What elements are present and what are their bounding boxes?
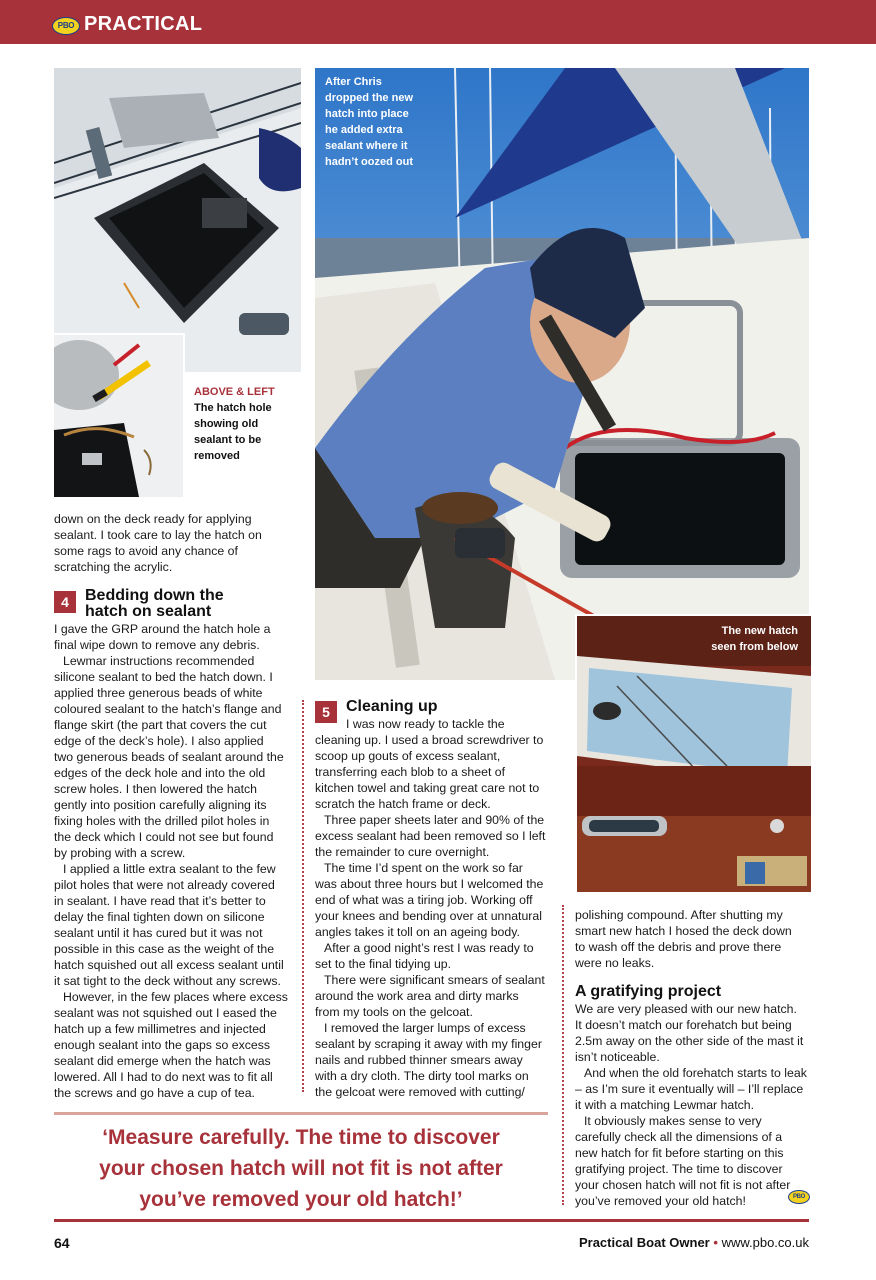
text-line: isn’t noticeable. — [575, 1050, 660, 1064]
text-line: final wipe down to remove any debris. — [54, 638, 260, 652]
text-line: edges of the deck hole and into the old — [54, 766, 266, 780]
text-line: it with a matching Lewmar hatch. — [575, 1098, 755, 1112]
text-line: around the work area and dirty marks — [315, 989, 519, 1003]
step-5-heading: Cleaning up — [346, 698, 438, 715]
pbo-logo: PBO — [52, 17, 80, 35]
text-line: And when the old forehatch starts to leak — [584, 1066, 807, 1080]
text-line: It doesn’t match our forehatch but being — [575, 1018, 792, 1032]
text-line: end of what was a tiring job. Working off — [315, 893, 533, 907]
caption-above-left — [194, 400, 272, 464]
text-line: your knees and bending over at unnatural — [315, 909, 542, 923]
text-line: applied three generous beads of white — [54, 686, 263, 700]
text-line: flange skirt (the part that covers the cut — [54, 718, 267, 732]
text-line: the screws and go have a cup of tea. — [54, 1086, 255, 1100]
text-line: two generous beads of sealant around the — [54, 750, 284, 764]
caption-main-photo — [325, 74, 413, 170]
text-line: the gelcoat were removed with cutting/ — [315, 1085, 525, 1099]
text-line: hatch squished out all excess sealant until — [54, 958, 284, 972]
text-line: scratching the acrylic. — [54, 560, 173, 574]
text-line: some rags to avoid any chance of — [54, 544, 238, 558]
text-line: hatch up a few millimetres and injected — [54, 1022, 266, 1036]
caption-line: hatch into place — [325, 108, 409, 120]
caption-line: sealant where it — [325, 140, 408, 152]
column-1-body — [54, 621, 294, 1101]
text-line: were no leaks. — [575, 956, 655, 970]
caption-line: After Chris — [325, 76, 382, 88]
text-line: scratch the hatch frame or deck. — [315, 797, 491, 811]
text-line: possible in this case as the weight of the — [54, 942, 275, 956]
text-line: gently into position carefully aligning its — [54, 798, 267, 812]
footer-publication — [579, 1235, 809, 1250]
text-line: sealant was not squished out I eased the — [54, 1006, 277, 1020]
text-line: it sat tight to the deck without any screws. — [54, 974, 281, 988]
text-line: your chosen hatch will not fit is not after — [575, 1178, 791, 1192]
text-line: There were significant smears of sealant — [324, 973, 545, 987]
text-line: pilot holes that were not already covered — [54, 878, 275, 892]
text-line: sealant. I took care to lay the hatch on — [54, 528, 262, 542]
text-line: down on the deck ready for applying — [54, 512, 252, 526]
footer-rule — [54, 1219, 809, 1222]
column-3-intro — [575, 907, 815, 971]
text-line: cleaning up. I used a broad screwdriver to — [315, 733, 544, 747]
heading-line: hatch on sealant — [85, 603, 212, 620]
text-line: sealant did emerge when the hatch was — [54, 1054, 271, 1068]
text-line: polishing compound. After shutting my — [575, 908, 783, 922]
text-line: Three paper sheets later and 90% of the — [324, 813, 545, 827]
gratifying-heading: A gratifying project — [575, 983, 722, 1000]
step-number-5: 5 — [315, 701, 337, 723]
text-line: After a good night’s rest I was ready to — [324, 941, 534, 955]
caption-line: he added extra — [325, 124, 403, 136]
text-line: sealant by scraping it away with my finger — [315, 1037, 542, 1051]
column-2-body — [315, 716, 555, 1100]
text-line: It obviously makes sense to very — [584, 1114, 762, 1128]
text-line: excess sealant had been removed so I left — [315, 829, 546, 843]
caption-below — [680, 623, 798, 655]
text-line: Lewmar instructions recommended — [63, 654, 255, 668]
text-line: I gave the GRP around the hatch hole a — [54, 622, 271, 636]
photo-hatch-hole — [54, 68, 301, 372]
caption-line: The new hatch — [721, 625, 798, 637]
quote-line: ‘Measure carefully. The time to discover — [102, 1126, 500, 1149]
caption-above-left-label: ABOVE & LEFT — [194, 386, 275, 398]
text-line: to wash off the debris and prove there — [575, 940, 782, 954]
text-line: silicone sealant to bed the hatch down. I — [54, 670, 273, 684]
photo-old-sealant — [54, 333, 185, 497]
text-line: the remainder to cure overnight. — [315, 845, 490, 859]
text-line: screw holes. I then lowered the hatch — [54, 782, 258, 796]
text-line: I was now ready to tackle the — [346, 717, 505, 731]
caption-line: removed — [194, 450, 240, 462]
text-line: nails and rubbed thinner smears away — [315, 1053, 523, 1067]
text-line: However, in the few places where excess — [63, 990, 288, 1004]
end-mark-logo: PBO — [788, 1190, 810, 1204]
photo-hatch-below — [575, 614, 811, 892]
heading-line: Bedding down the — [85, 587, 224, 604]
caption-line: hadn’t oozed out — [325, 156, 413, 168]
column-1-intro — [54, 511, 294, 575]
text-line: 2.5m away on the other side of the mast it — [575, 1034, 804, 1048]
text-line: edge of the deck’s hole). I also applied — [54, 734, 264, 748]
text-line: coloured sealant to the hatch’s flange and — [54, 702, 282, 716]
step-4-heading — [85, 588, 224, 620]
text-line: We are very pleased with our new hatch. — [575, 1002, 797, 1016]
step-number-4: 4 — [54, 591, 76, 613]
caption-line: dropped the new — [325, 92, 413, 104]
text-line: from my tools on the gelcoat. — [315, 1005, 473, 1019]
column-divider-1 — [302, 700, 304, 1092]
caption-line: seen from below — [711, 641, 798, 653]
caption-line: sealant to be — [194, 434, 262, 446]
text-line: fixing holes with the drilled pilot holes in — [54, 814, 270, 828]
text-line: The time I’d spent on the work so far — [324, 861, 523, 875]
section-title: PRACTICAL — [84, 13, 203, 35]
text-line: set to the final tidying up. — [315, 957, 452, 971]
text-line: you’ve removed your old hatch! — [575, 1194, 746, 1208]
text-line: enough sealant into the gaps so excess — [54, 1038, 271, 1052]
text-line: by probing with a screw. — [54, 846, 186, 860]
text-line: with a dry cloth. The dirty tool marks on — [315, 1069, 529, 1083]
text-line: kitchen towel and taking great care not to — [315, 781, 540, 795]
caption-line: The hatch hole — [194, 402, 272, 414]
pull-quote — [56, 1122, 546, 1215]
text-line: lowered. All I had to do next was to fit all — [54, 1070, 273, 1084]
publication-name: Practical Boat Owner — [578, 1235, 710, 1250]
text-line: delay the final tighten down on silicone — [54, 910, 265, 924]
text-line: I applied a little extra sealant to the few — [63, 862, 276, 876]
text-line: new hatch for fit before starting on this — [575, 1146, 784, 1160]
text-line: I removed the larger lumps of excess — [324, 1021, 526, 1035]
text-line: smart new hatch I hosed the deck down — [575, 924, 792, 938]
text-line: sealant until it has cured but it was not — [54, 926, 263, 940]
text-line: scoop up gouts of excess sealant, — [315, 749, 501, 763]
website-link[interactable]: www.pbo.co.uk — [721, 1235, 809, 1250]
page-number: 64 — [54, 1235, 70, 1251]
pull-quote-rule — [54, 1112, 548, 1115]
column-divider-2 — [562, 905, 564, 1205]
footer-separator: • — [713, 1235, 718, 1250]
text-line: transferring each blob to a sheet of — [315, 765, 506, 779]
column-3-body — [575, 1001, 815, 1209]
quote-line: your chosen hatch will not fit is not after — [99, 1157, 503, 1180]
text-line: the deck which I could not see but found — [54, 830, 274, 844]
quote-line: you’ve removed your old hatch!’ — [139, 1188, 463, 1211]
text-line: gratifying project. The time to discover — [575, 1162, 783, 1176]
caption-line: showing old — [194, 418, 259, 430]
text-line: in sealant. I have read that it’s better to — [54, 894, 266, 908]
text-line: – as I’m sure it eventually will – I’ll replace — [575, 1082, 804, 1096]
text-line: carefully check all the dimensions of a — [575, 1130, 783, 1144]
text-line: angles takes it toll on an ageing body. — [315, 925, 520, 939]
text-line: was about three hours but I welcomed the — [315, 877, 544, 891]
